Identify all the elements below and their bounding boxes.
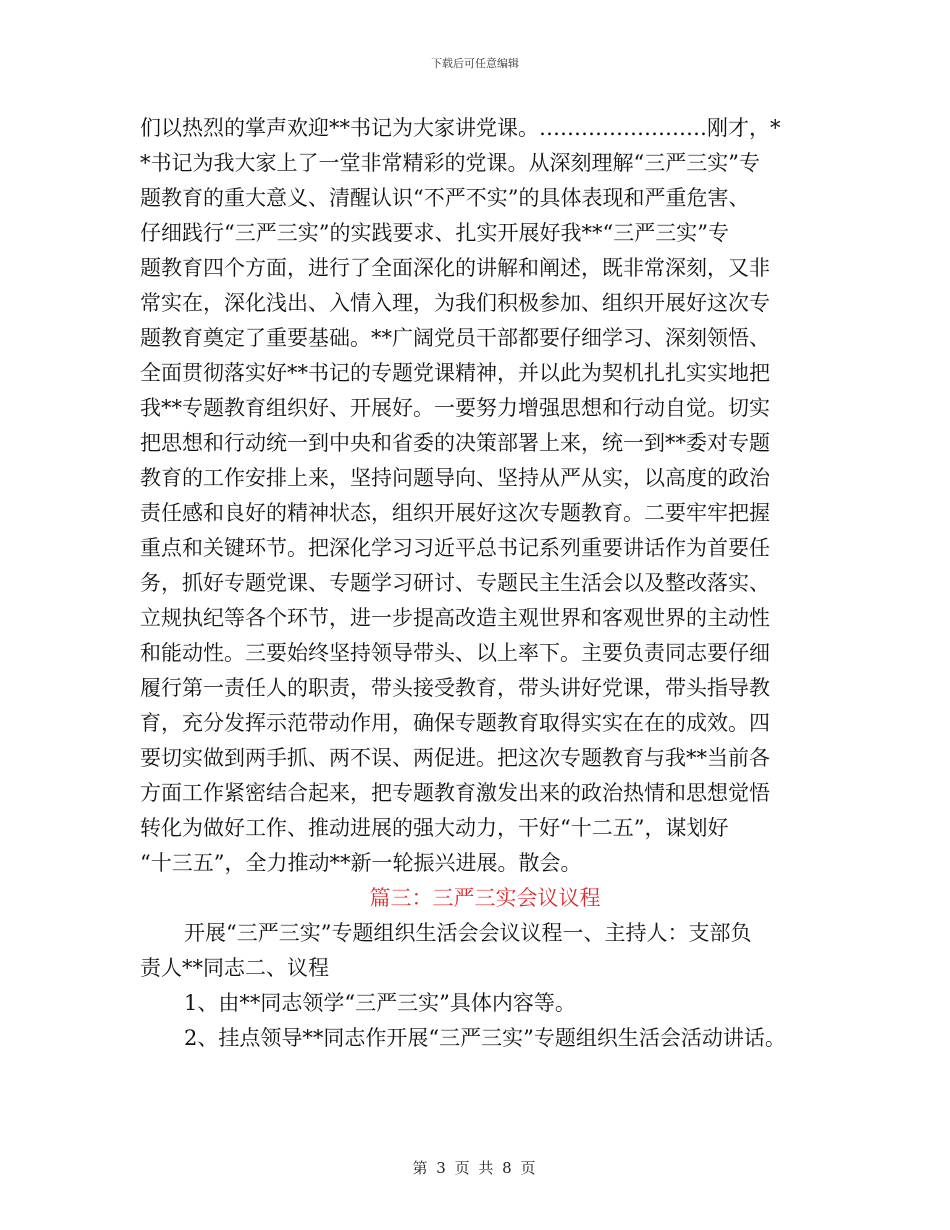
text-line: 育，充分发挥示范带动作用，确保专题教育取得实实在在的成效。四 [140,711,770,735]
paragraph-body [140,112,830,879]
text-line: 和能动性。三要始终坚持领导带头、以上率下。主要负责同志要仔细 [140,641,770,665]
section-body [140,917,830,1054]
text-line: 务，抓好专题党课、专题学习研讨、专题民主生活会以及整改落实、 [140,571,770,595]
text-line: 责任感和良好的精神状态，组织开展好这次专题教育。二要牢牢把握 [140,501,770,525]
section-heading: 篇三：三严三实会议议程 [369,886,601,910]
text-line: *书记为我大家上了一堂非常精彩的党课。从深刻理解“三严三实”专 [140,151,760,175]
text-line: 常实在，深化浅出、入情入理，为我们积极参加、组织开展好这次专 [140,291,770,315]
section-text-line: 开展“三严三实”专题组织生活会会议议程一、主持人：支部负 [184,921,752,945]
document-body [140,112,830,1057]
text-line: 题教育四个方面，进行了全面深化的讲解和阐述，既非常深刻，又非 [140,256,770,280]
text-line: 履行第一责任人的职责，带头接受教育，带头讲好党课，带头指导教 [140,676,770,700]
text-line: 题教育奠定了重要基础。**广阔党员干部都要仔细学习、深刻领悟、 [140,326,770,350]
text-line: 们以热烈的掌声欢迎**书记为大家讲党课。……………………刚才，* [140,116,781,140]
section-text-line: 责人**同志二、议程 [140,956,329,980]
text-line: 全面贯彻落实好**书记的专题党课精神，并以此为契机扎扎实实地把 [140,361,770,385]
text-line: 仔细践行“三严三实”的实践要求、扎实开展好我**“三严三实”专 [140,221,729,245]
text-line: 教育的工作安排上来，坚持问题导向、坚持从严从实，以高度的政治 [140,466,770,490]
text-line: 重点和关键环节。把深化学习习近平总书记系列重要讲话作为首要任 [140,536,770,560]
text-line: 我**专题教育组织好、开展好。一要努力增强思想和行动自觉。切实 [140,396,770,420]
section-text-line: 2、挂点领导**同志作开展“三严三实”专题组织生活会活动讲话。 [184,1026,786,1050]
text-line: “十三五”，全力推动**新一轮振兴进展。散会。 [140,851,582,875]
text-line: 转化为做好工作、推动进展的强大动力，干好“十二五”，谋划好 [140,816,729,840]
text-line: 题教育的重大意义、清醒认识“不严不实”的具体表现和严重危害、 [140,186,750,210]
text-line: 方面工作紧密结合起来，把专题教育激发出来的政治热情和思想觉悟 [140,781,770,805]
section-text-line: 1、由**同志领学“三严三实”具体内容等。 [184,991,576,1015]
page-footer: 第 3 页 共 8 页 [412,1159,538,1177]
text-line: 立规执纪等各个环节，进一步提高改造主观世界和客观世界的主动性 [140,606,770,630]
page-header: 下载后可任意编辑 [431,57,519,70]
text-line: 要切实做到两手抓、两不误、两促进。把这次专题教育与我**当前各 [140,746,770,770]
text-line: 把思想和行动统一到中央和省委的决策部署上来，统一到**委对专题 [140,431,770,455]
